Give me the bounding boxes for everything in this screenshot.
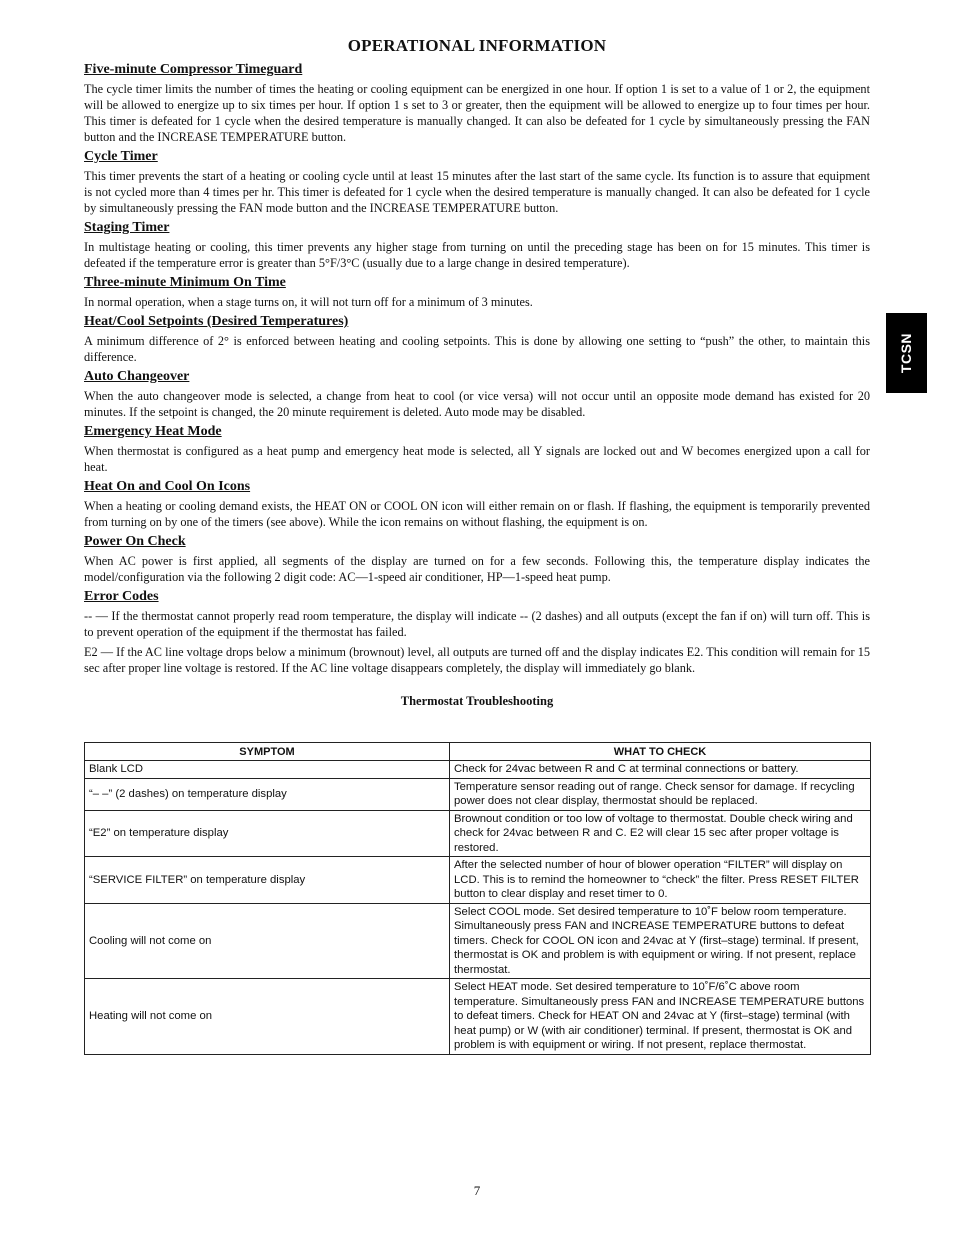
section-heading: Five-minute Compressor Timeguard bbox=[84, 62, 303, 77]
section-paragraph: When thermostat is configured as a heat pump and emergency heat mode is selected, all Y signals are locked out and W becomes energized upon a call for heat. bbox=[84, 444, 870, 474]
section-heading: Auto Changeover bbox=[84, 369, 190, 384]
table-row bbox=[85, 810, 871, 857]
section-paragraph: -- — If the thermostat cannot properly read room temperature, the display will indicate -- (2 dashes) and all outputs (except the fan if on) will turn off. This is to prevent operation of the equipment if the thermostat has failed. bbox=[84, 609, 870, 639]
symptom-cell: “E2” on temperature display bbox=[85, 810, 450, 857]
sections-container bbox=[84, 62, 870, 676]
what-to-check-cell: Select HEAT mode. Set desired temperature to 10˚F/6˚C above room temperature. Simultaneously press FAN and INCREASE TEMPERATURE buttons to defeat timers. Check for HEAT ON and 24vac at Y (first–stage) terminal (with heat pump) or W (with air conditioner) terminal. If present, thermostat is OK and problem is with equipment or wiring. If not present, replace thermostat. bbox=[450, 979, 871, 1055]
section bbox=[84, 220, 870, 271]
document-page bbox=[84, 36, 870, 1055]
section-paragraph: The cycle timer limits the number of times the heating or cooling equipment can be energized in one hour. If option 1 is set to a value of 1 or 2, the equipment will be allowed to energize up to six times per hour. If option 1 s set to 3 or greater, then the equipment will be allowed to energize up to four times per hour. This timer is defeated for 1 cycle when the desired temperature is manually changed. It can also be defeated for 1 cycle by simultaneously pressing the FAN button and the INCREASE TEMPERATURE button. bbox=[84, 82, 870, 144]
section-heading: Power On Check bbox=[84, 534, 186, 549]
page-number: 7 bbox=[473, 1183, 481, 1198]
section-heading: Cycle Timer bbox=[84, 149, 158, 164]
section-paragraph: This timer prevents the start of a heating or cooling cycle until at least 15 minutes after the last start of the same cycle. Its function is to assure that equipment is not cycled more than 4 times per hr. This timer is defeated for 1 cycle when the desired temperature is manually changed. It can also be defeated for 1 cycle by simultaneously pressing the FAN mode button and the INCREASE TEMPERATURE button. bbox=[84, 169, 870, 215]
section-side-tab bbox=[886, 313, 927, 393]
symptom-cell: Heating will not come on bbox=[85, 979, 450, 1055]
section bbox=[84, 424, 870, 475]
column-header-symptom: SYMPTOM bbox=[85, 743, 450, 761]
troubleshooting-table bbox=[84, 742, 871, 1055]
table-row bbox=[85, 761, 871, 779]
section-heading: Emergency Heat Mode bbox=[84, 424, 222, 439]
section bbox=[84, 149, 870, 216]
section bbox=[84, 314, 870, 365]
table-row bbox=[85, 857, 871, 904]
table-row bbox=[85, 903, 871, 979]
symptom-cell: “SERVICE FILTER” on temperature display bbox=[85, 857, 450, 904]
section-paragraph: When the auto changeover mode is selected, a change from heat to cool (or vice versa) will not occur until an opposite mode demand has existed for 20 minutes. If the setpoint is changed, the 20 minute requirement is deleted. Auto mode may be disabled. bbox=[84, 389, 870, 419]
page-title: OPERATIONAL INFORMATION bbox=[347, 36, 607, 55]
symptom-cell: Cooling will not come on bbox=[85, 903, 450, 979]
symptom-cell: Blank LCD bbox=[85, 761, 450, 779]
what-to-check-cell: Check for 24vac between R and C at terminal connections or battery. bbox=[450, 761, 871, 779]
section-paragraph: In normal operation, when a stage turns on, it will not turn off for a minimum of 3 minutes. bbox=[84, 295, 533, 309]
table-header-row bbox=[85, 743, 871, 761]
section bbox=[84, 534, 870, 585]
table-row bbox=[85, 778, 871, 810]
what-to-check-cell: Brownout condition or too low of voltage to thermostat. Double check wiring and check for 24vac between R and C. E2 will clear 15 sec after proper voltage is restored. bbox=[450, 810, 871, 857]
section bbox=[84, 62, 870, 145]
what-to-check-cell: After the selected number of hour of blower operation “FILTER” will display on LCD. This is to remind the homeowner to “check” the filter. Press RESET FILTER button to clear display and reset timer to 0. bbox=[450, 857, 871, 904]
section bbox=[84, 589, 870, 676]
column-header-what-to-check: WHAT TO CHECK bbox=[450, 743, 871, 761]
what-to-check-cell: Select COOL mode. Set desired temperature to 10˚F below room temperature. Simultaneously press FAN and INCREASE TEMPERATURE buttons to defeat timers. Check for COOL ON icon and 24vac at Y (first–stage) terminal. If present, thermostat is OK and problem is with equipment or wiring. If not present, replace thermostat. bbox=[450, 903, 871, 979]
table-row bbox=[85, 979, 871, 1055]
section-paragraph: A minimum difference of 2° is enforced between heating and cooling setpoints. This is done by allowing one setting to “push” the other, to maintain this difference. bbox=[84, 334, 870, 364]
symptom-cell: “– –” (2 dashes) on temperature display bbox=[85, 778, 450, 810]
section-paragraph: When AC power is first applied, all segments of the display are turned on for a few seconds. Following this, the temperature display indicates the model/configuration via the following 2 digit code: AC—1-speed air conditioner, HP—1-speed heat pump. bbox=[84, 554, 870, 584]
side-tab-label: TCSN bbox=[898, 332, 915, 374]
table-body bbox=[85, 761, 871, 1055]
section bbox=[84, 369, 870, 420]
section-heading: Heat On and Cool On Icons bbox=[84, 479, 251, 494]
table-caption: Thermostat Troubleshooting bbox=[400, 694, 554, 708]
section-paragraph: E2 — If the AC line voltage drops below a minimum (brownout) level, all outputs are turned off and the display indicates E2. This condition will remain for 15 sec after proper line voltage is restored. If the AC line voltage disappears completely, the display will immediately go blank. bbox=[84, 645, 870, 675]
section bbox=[84, 275, 870, 310]
section-paragraph: When a heating or cooling demand exists, the HEAT ON or COOL ON icon will either remain on or flash. If flashing, the equipment is temporarily prevented from turning on by one of the timers (see above). While the icon remains on without flashing, the equipment is on. bbox=[84, 499, 870, 529]
section-heading: Error Codes bbox=[84, 589, 159, 604]
section-paragraph: In multistage heating or cooling, this timer prevents any higher stage from turning on until the preceding stage has been on for 15 minutes. This timer is defeated if the temperature error is greater than 5°F/3°C (usually due to a large change in desired temperature). bbox=[84, 240, 870, 270]
section-heading: Three-minute Minimum On Time bbox=[84, 275, 286, 290]
what-to-check-cell: Temperature sensor reading out of range. Check sensor for damage. If recycling power does not clear display, thermostat should be replaced. bbox=[450, 778, 871, 810]
section-heading: Staging Timer bbox=[84, 220, 170, 235]
section-heading: Heat/Cool Setpoints (Desired Temperatures) bbox=[84, 314, 349, 329]
section bbox=[84, 479, 870, 530]
